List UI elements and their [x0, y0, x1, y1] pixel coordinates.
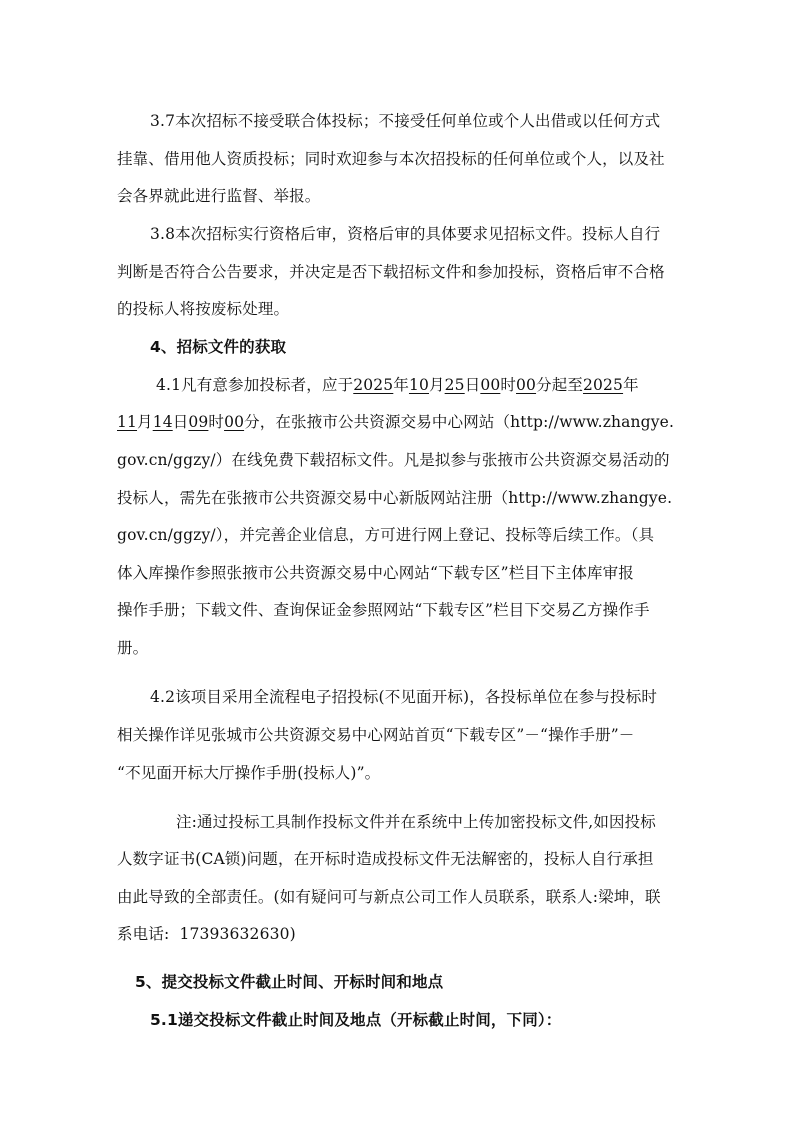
- para-4-2-line-2: 相关操作详见张城市公共资源交易中心网站首页“下载专区”－“操作手册”－: [117, 726, 635, 744]
- end-year: 2025: [583, 376, 624, 394]
- note-line-3: 由此导致的全部责任。(如有疑问可与新点公司工作人员联系，联系人:梁坤，联: [117, 888, 661, 906]
- para-4-1-line-3: gov.cn/ggzy/）在线免费下载招标文件。凡是拟参与张掖市公共资源交易活动的: [117, 451, 670, 469]
- para-3-8-line-2: 判断是否符合公告要求，并决定是否下载招标文件和参加投标，资格后审不合格: [117, 263, 665, 281]
- para-4-2-line-1: 4.2该项目采用全流程电子招投标(不见面开标)，各投标单位在参与投标时: [150, 688, 657, 706]
- section-5-heading: 5、提交投标文件截止时间、开标时间和地点: [135, 973, 444, 991]
- para-4-1-line-6: 体入库操作参照张掖市公共资源交易中心网站“下载专区”栏目下主体库审报: [117, 564, 634, 582]
- start-month: 10: [408, 376, 429, 394]
- note-line-2: 人数字证书(CA锁)问题，在开标时造成投标文件无法解密的，投标人自行承担: [117, 850, 654, 868]
- start-day: 25: [444, 376, 465, 394]
- end-day: 14: [152, 413, 173, 431]
- para-4-1-line-8: 册。: [117, 639, 149, 657]
- end-hour: 09: [188, 413, 209, 431]
- section-4-heading: 4、招标文件的获取: [150, 338, 287, 356]
- para-4-2-line-3: “不见面开标大厅操作手册(投标人)”。: [117, 764, 381, 782]
- para-3-7-line-3: 会各界就此进行监督、举报。: [117, 187, 321, 205]
- start-year: 2025: [353, 376, 394, 394]
- start-hour: 00: [480, 376, 501, 394]
- para-3-7-line-1: 3.7本次招标不接受联合体投标；不接受任何单位或个人出借或以任何方式: [150, 112, 661, 130]
- section-5-1-heading: 5.1递交投标文件截止时间及地点（开标截止时间，下同）：: [150, 1011, 562, 1029]
- para-3-8-line-3: 的投标人将按废标处理。: [117, 300, 290, 318]
- para-4-1-line-5: gov.cn/ggzy/），并完善企业信息，方可进行网上登记、投标等后续工作。（具: [117, 526, 655, 544]
- end-minute: 00: [224, 413, 245, 431]
- start-minute: 00: [516, 376, 537, 394]
- para-4-1-line-2: 11月14日09时00分，在张掖市公共资源交易中心网站（http://www.zhangye.: [117, 413, 675, 431]
- para-3-7-line-2: 挂靠、借用他人资质投标；同时欢迎参与本次招投标的任何单位或个人，以及社: [117, 150, 665, 168]
- end-month: 11: [117, 413, 138, 431]
- para-4-1-line-4: 投标人，需先在张掖市公共资源交易中心新版网站注册（http://www.zhangye.: [117, 489, 673, 507]
- para-4-1-line-1: 4.1凡有意参加投标者，应于2025年10月25日00时00分起至2025年: [156, 376, 639, 394]
- para-4-1-line-7: 操作手册；下载文件、查询保证金参照网站“下载专区”栏目下交易乙方操作手: [117, 601, 650, 619]
- note-line-4: 系电话: 17393632630): [117, 925, 296, 943]
- note-line-1: 注:通过投标工具制作投标文件并在系统中上传加密投标文件,如因投标: [176, 813, 656, 831]
- para-3-8-line-1: 3.8本次招标实行资格后审，资格后审的具体要求见招标文件。投标人自行: [150, 225, 661, 243]
